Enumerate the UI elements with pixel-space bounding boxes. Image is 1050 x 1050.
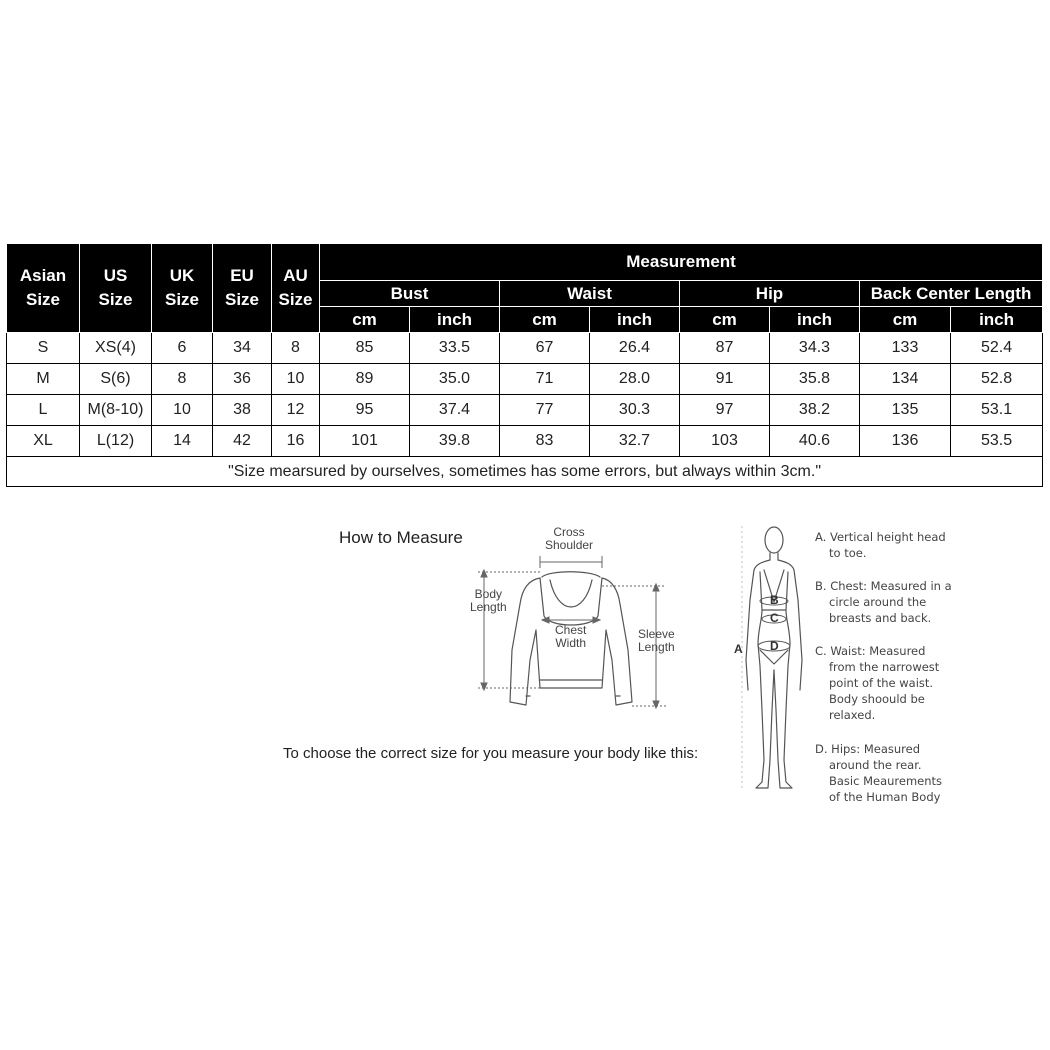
table-cell: S(6) xyxy=(80,364,152,395)
table-cell: 53.1 xyxy=(951,395,1043,426)
table-cell: 136 xyxy=(860,426,951,457)
chest-width-label: Chest Width xyxy=(555,623,587,650)
table-cell: 97 xyxy=(680,395,770,426)
table-cell: 8 xyxy=(272,333,320,364)
table-cell: 89 xyxy=(320,364,410,395)
header-au-size: AU Size xyxy=(272,244,320,333)
marker-d: D xyxy=(770,639,779,653)
how-to-measure-title: How to Measure xyxy=(339,528,463,547)
header-bust: Bust xyxy=(320,281,500,307)
table-cell: 10 xyxy=(272,364,320,395)
table-cell: 34.3 xyxy=(770,333,860,364)
unit-header: inch xyxy=(590,307,680,333)
table-cell: 34 xyxy=(213,333,272,364)
choose-size-instruction: To choose the correct size for you measure your body like this: xyxy=(283,745,699,762)
body-length-label: Body Length xyxy=(470,587,507,614)
header-waist: Waist xyxy=(500,281,680,307)
unit-header: cm xyxy=(320,307,410,333)
description-b: B. Chest: Measured in a circle around the breasts and back. xyxy=(815,579,952,625)
table-cell: 53.5 xyxy=(951,426,1043,457)
table-cell: M(8-10) xyxy=(80,395,152,426)
unit-header: inch xyxy=(770,307,860,333)
table-cell: 12 xyxy=(272,395,320,426)
table-cell: 95 xyxy=(320,395,410,426)
table-cell: 52.4 xyxy=(951,333,1043,364)
table-cell: 35.0 xyxy=(410,364,500,395)
body-figure-diagram xyxy=(728,520,808,800)
table-cell: S xyxy=(7,333,80,364)
table-cell: 35.8 xyxy=(770,364,860,395)
table-cell: 91 xyxy=(680,364,770,395)
table-row xyxy=(7,426,1043,457)
sleeve-length-label: Sleeve Length xyxy=(638,627,675,654)
table-cell: 26.4 xyxy=(590,333,680,364)
description-d: D. Hips: Measured around the rear. Basic Meaurements of the Human Body xyxy=(815,742,943,804)
table-cell: 87 xyxy=(680,333,770,364)
table-cell: 42 xyxy=(213,426,272,457)
table-row xyxy=(7,364,1043,395)
header-eu-size: EU Size xyxy=(213,244,272,333)
cross-shoulder-label: Cross Shoulder xyxy=(545,525,594,552)
header-back-center-length: Back Center Length xyxy=(860,281,1043,307)
table-cell: 135 xyxy=(860,395,951,426)
table-cell: 32.7 xyxy=(590,426,680,457)
table-cell: 77 xyxy=(500,395,590,426)
header-asian-size: Asian Size xyxy=(7,244,80,333)
header-uk-size: UK Size xyxy=(152,244,213,333)
table-cell: 103 xyxy=(680,426,770,457)
table-cell: 14 xyxy=(152,426,213,457)
size-chart-table xyxy=(6,243,1043,487)
table-cell: 30.3 xyxy=(590,395,680,426)
table-cell: 67 xyxy=(500,333,590,364)
unit-header: inch xyxy=(410,307,500,333)
unit-header: cm xyxy=(680,307,770,333)
table-cell: 83 xyxy=(500,426,590,457)
table-cell: 85 xyxy=(320,333,410,364)
description-a: A. Vertical height head to toe. xyxy=(815,530,946,560)
unit-header: cm xyxy=(500,307,590,333)
marker-a: A xyxy=(734,642,743,656)
table-cell: 33.5 xyxy=(410,333,500,364)
table-row xyxy=(7,333,1043,364)
marker-b: B xyxy=(770,593,779,607)
table-cell: XS(4) xyxy=(80,333,152,364)
table-cell: L xyxy=(7,395,80,426)
table-cell: 52.8 xyxy=(951,364,1043,395)
description-c: C. Waist: Measured from the narrowest point of the waist. Body shoould be relaxed. xyxy=(815,644,940,722)
table-cell: 16 xyxy=(272,426,320,457)
table-cell: 38.2 xyxy=(770,395,860,426)
table-cell: 36 xyxy=(213,364,272,395)
table-cell: 40.6 xyxy=(770,426,860,457)
table-cell: 8 xyxy=(152,364,213,395)
table-cell: M xyxy=(7,364,80,395)
table-cell: 6 xyxy=(152,333,213,364)
table-cell: 28.0 xyxy=(590,364,680,395)
table-cell: 10 xyxy=(152,395,213,426)
table-cell: XL xyxy=(7,426,80,457)
table-cell: 133 xyxy=(860,333,951,364)
header-hip: Hip xyxy=(680,281,860,307)
table-cell: 37.4 xyxy=(410,395,500,426)
table-note-row xyxy=(7,457,1043,487)
unit-header: cm xyxy=(860,307,951,333)
table-cell: 39.8 xyxy=(410,426,500,457)
header-us-size: US Size xyxy=(80,244,152,333)
table-cell: 101 xyxy=(320,426,410,457)
header-measurement: Measurement xyxy=(320,244,1043,281)
marker-c: C xyxy=(770,611,779,625)
table-cell: L(12) xyxy=(80,426,152,457)
unit-header: inch xyxy=(951,307,1043,333)
table-cell: 38 xyxy=(213,395,272,426)
size-note: "Size mearsured by ourselves, sometimes has some errors, but always within 3cm." xyxy=(7,457,1043,487)
table-cell: 71 xyxy=(500,364,590,395)
table-cell: 134 xyxy=(860,364,951,395)
table-row xyxy=(7,395,1043,426)
